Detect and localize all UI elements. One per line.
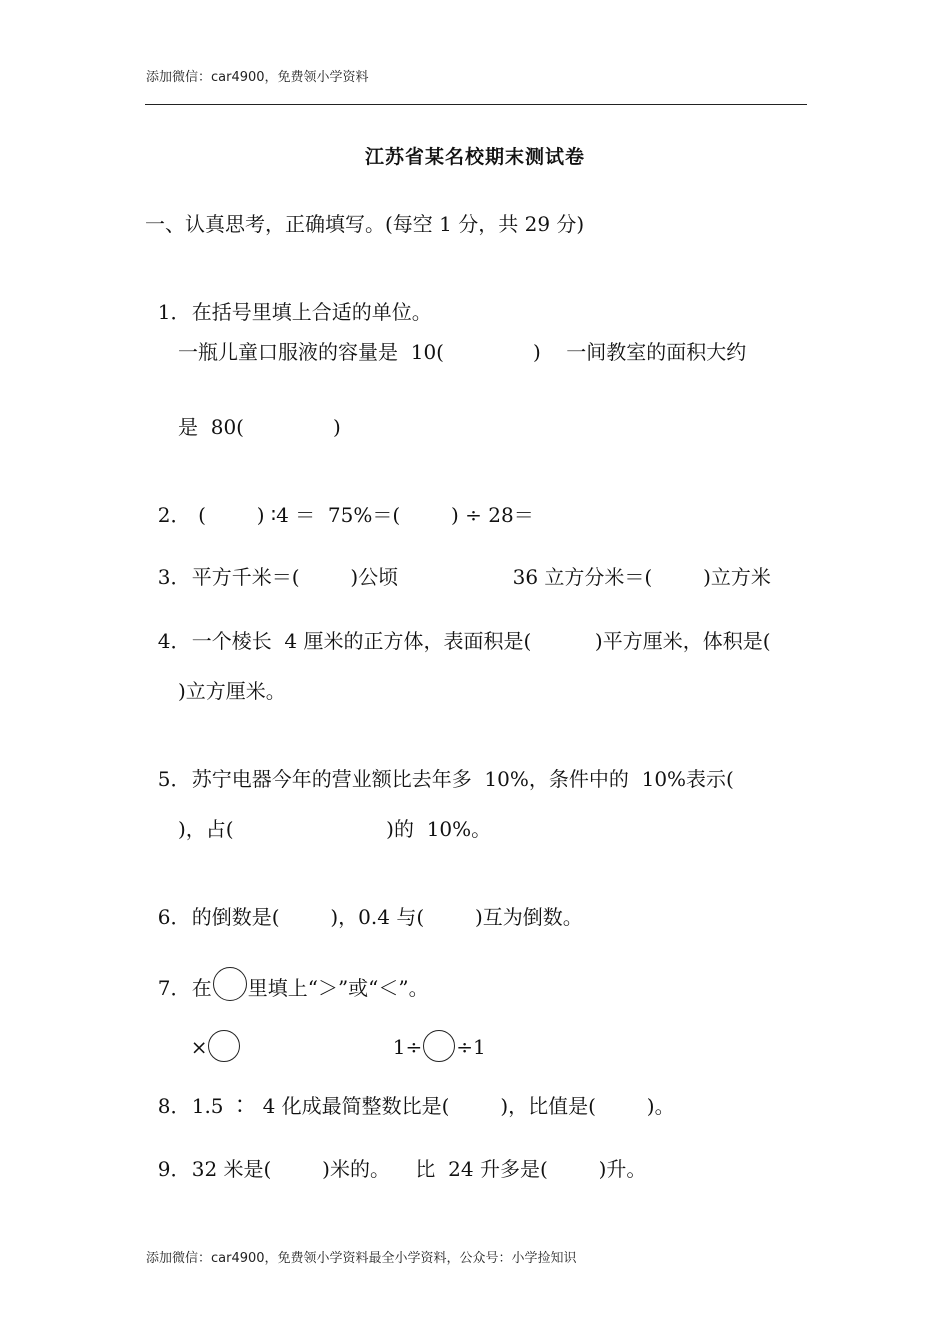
compare-circle-icon[interactable]	[208, 1030, 240, 1062]
question-number: 7．	[157, 976, 191, 1000]
question-number: 4．	[157, 629, 191, 653]
header-watermark: 添加微信：car4900，免费领小学资料	[146, 70, 369, 85]
expr-pre: 1÷	[392, 1035, 423, 1059]
question-2	[145, 479, 534, 527]
footer-watermark: 添加微信：car4900，免费领小学资料最全小学资料，公众号：小学捡知识	[146, 1251, 577, 1266]
question-4-line-2: )立方厘米。	[178, 679, 286, 703]
question-number: 9．	[157, 1157, 191, 1181]
question-text: 苏宁电器今年的营业额比去年多 10%，条件中的 10%表示(	[191, 767, 734, 791]
question-6	[145, 881, 583, 929]
header-divider	[145, 104, 807, 105]
question-number: 1．	[157, 300, 191, 324]
question-1	[145, 276, 432, 324]
compare-circle-icon	[213, 967, 247, 1001]
compare-circle-icon[interactable]	[423, 1030, 455, 1062]
question-4	[145, 605, 771, 653]
question-number: 6．	[157, 905, 191, 929]
question-text: 在括号里填上合适的单位。	[191, 300, 432, 324]
question-text: 32 米是( )米的。 比 24 升多是( )升。	[191, 1157, 647, 1181]
question-number: 5．	[157, 767, 191, 791]
question-number: 8．	[157, 1094, 191, 1118]
question-1-line-2: 一瓶儿童口服液的容量是 10( ) 一间教室的面积大约	[178, 340, 747, 364]
expr-post: ÷1	[456, 1035, 486, 1059]
question-number: 3．	[157, 565, 191, 589]
question-number: 2．	[157, 503, 191, 527]
question-9	[145, 1133, 646, 1181]
question-text: 平方千米＝( )公顷 36 立方分米＝( )立方米	[191, 565, 771, 589]
question-7-compare-left	[178, 1006, 241, 1062]
question-text: 一个棱长 4 厘米的正方体，表面积是( )平方厘米，体积是(	[191, 629, 771, 653]
question-text-pre: 在	[191, 976, 212, 1000]
question-text: ( ) ∶4 ＝ 75%＝( ) ÷ 28＝	[191, 503, 534, 527]
question-8	[145, 1070, 675, 1118]
question-5-line-2: )，占( )的 10%。	[178, 817, 492, 841]
times-sign: ×	[190, 1035, 208, 1059]
question-7-compare-right	[380, 1006, 486, 1062]
question-text-post: 里填上“＞”或“＜”。	[247, 976, 429, 1000]
question-1-line-3: 是 80( )	[178, 415, 341, 439]
question-3	[145, 541, 771, 589]
question-text: 1.5 ∶ 4 化成最简整数比是( )，比值是( )。	[191, 1094, 675, 1118]
question-5	[145, 743, 734, 791]
question-7	[145, 943, 429, 1001]
question-text: 的倒数是( )，0.4 与( )互为倒数。	[191, 905, 583, 929]
section-heading: 一、认真思考，正确填写。(每空 1 分，共 29 分)	[145, 212, 585, 236]
page-title: 江苏省某名校期末测试卷	[364, 146, 585, 168]
